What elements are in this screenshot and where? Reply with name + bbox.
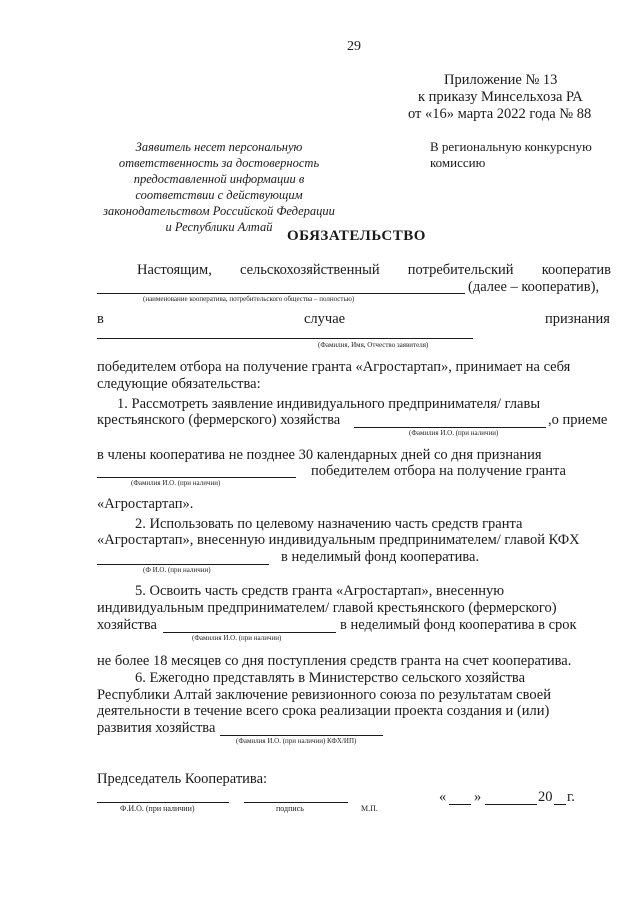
item2-row-3-right: в неделимый фонд кооператива. bbox=[281, 549, 480, 565]
date-day-line bbox=[449, 804, 471, 805]
chairman-signature-line bbox=[244, 802, 348, 803]
intro-row-1 bbox=[137, 262, 611, 279]
intro-row-2-tail: (далее – кооператив), bbox=[468, 279, 600, 295]
caption-chairman-name: Ф.И.О. (при наличии) bbox=[120, 804, 195, 813]
item1-row-5: «Агростартап». bbox=[97, 496, 194, 512]
cooperative-name-line bbox=[97, 293, 465, 294]
caption-stamp: М.П. bbox=[361, 804, 378, 813]
intro-word: кооператив bbox=[541, 262, 611, 278]
caption-cooperative-name: (наименование кооператива, потребительского общества – полностью) bbox=[143, 295, 355, 303]
item1-row-2-right: ,о приеме bbox=[548, 412, 608, 428]
addressee-line: комиссию bbox=[430, 155, 486, 170]
item1-caption-a: (Фамилия И.О. (при наличии) bbox=[409, 429, 499, 437]
item3-row-3-left: хозяйства bbox=[97, 617, 157, 633]
item1-row-1: 1. Рассмотреть заявление индивидуального предпринимателя/ главы bbox=[117, 396, 541, 412]
item1-row-2-left: крестьянского (фермерского) хозяйства bbox=[97, 412, 341, 428]
item3-caption: (Фамилия И.О. (при наличии) bbox=[192, 634, 282, 642]
date-year-suffix: г. bbox=[567, 789, 575, 805]
applicant-name-line bbox=[97, 338, 473, 339]
note-line: соответствии с действующим bbox=[135, 188, 303, 202]
item2-caption: (Ф И.О. (при наличии) bbox=[143, 566, 211, 574]
page-number: 29 bbox=[347, 39, 361, 54]
item4-row-1: 6. Ежегодно представлять в Министерство сельского хозяйства bbox=[135, 670, 526, 686]
item1-row-3: в члены кооператива не позднее 30 календарных дней со дня признания bbox=[97, 447, 542, 463]
item3-row-3-right: в неделимый фонд кооператива в срок bbox=[340, 617, 577, 633]
intro-word: Настоящим, bbox=[137, 262, 212, 278]
item4-row-3: деятельности в течение всего срока реализации проекта создания и (или) bbox=[97, 703, 550, 719]
item4-caption: (Фамилия И.О. (при наличии) КФХ/ИП) bbox=[236, 737, 357, 745]
note-line: ответственность за достоверность bbox=[118, 156, 320, 170]
appendix-line-2: к приказу Минсельхоза РА bbox=[418, 89, 583, 105]
date-year-prefix: 20 bbox=[538, 789, 553, 805]
appendix-line-3: от «16» марта 2022 года № 88 bbox=[408, 106, 592, 122]
intro-row-4: победителем отбора на получение гранта «Агростартап», принимает на себя bbox=[97, 359, 571, 375]
responsibility-note bbox=[94, 139, 344, 235]
item4-name-line bbox=[220, 735, 383, 736]
item1-row-4-right: победителем отбора на получение гранта bbox=[311, 463, 566, 479]
item3-row-2: индивидуальным предпринимателем/ главой крестьянского (фермерского) bbox=[97, 600, 557, 616]
note-line: Заявитель несет персональную bbox=[135, 140, 303, 154]
date-open-quote: « bbox=[439, 789, 447, 805]
chairman-name-line bbox=[97, 802, 229, 803]
caption-signature: подпись bbox=[276, 804, 304, 813]
intro-row-3-mid: случае bbox=[304, 311, 346, 327]
document-title: ОБЯЗАТЕЛЬСТВО bbox=[287, 228, 426, 244]
date-month-line bbox=[485, 804, 537, 805]
item2-row-1: 2. Использовать по целевому назначению часть средств гранта bbox=[135, 516, 523, 532]
item2-row-2: «Агростартап», внесенную индивидуальным предпринимателем/ главой КФХ bbox=[97, 532, 580, 548]
item1-name-line-a bbox=[354, 427, 546, 428]
note-line: законодательством Российской Федерации bbox=[103, 204, 335, 218]
item2-name-line bbox=[97, 564, 269, 565]
note-line: предоставленной информации в bbox=[133, 172, 305, 186]
addressee bbox=[430, 139, 592, 171]
chairman-heading: Председатель Кооператива: bbox=[97, 771, 268, 787]
item3-name-line bbox=[163, 632, 336, 633]
intro-row-3-left: в bbox=[97, 311, 104, 327]
item1-name-line-b bbox=[97, 477, 296, 478]
caption-applicant-name: (Фамилия, Имя, Отчество заявителя) bbox=[318, 341, 429, 349]
intro-word: потребительский bbox=[407, 262, 514, 278]
intro-word: сельскохозяйственный bbox=[240, 262, 380, 278]
intro-row-5: следующие обязательства: bbox=[97, 376, 261, 392]
item4-row-2: Республики Алтай заключение ревизионного союза по результатам своей bbox=[97, 687, 551, 703]
item3-row-1: 5. Освоить часть средств гранта «Агростартап», внесенную bbox=[135, 583, 505, 599]
intro-row-3-right: признания bbox=[545, 311, 610, 327]
date-year-line bbox=[554, 804, 566, 805]
addressee-line: В региональную конкурсную bbox=[430, 139, 592, 154]
note-line: и Республики Алтай bbox=[165, 220, 273, 234]
appendix-line-1: Приложение № 13 bbox=[444, 72, 558, 88]
item3-row-4: не более 18 месяцев со дня поступления средств гранта на счет кооператива. bbox=[97, 653, 572, 669]
date-close-quote: » bbox=[474, 789, 482, 805]
item4-row-4: развития хозяйства bbox=[97, 720, 216, 736]
item1-caption-b: (Фамилия И.О. (при наличии) bbox=[131, 479, 221, 487]
